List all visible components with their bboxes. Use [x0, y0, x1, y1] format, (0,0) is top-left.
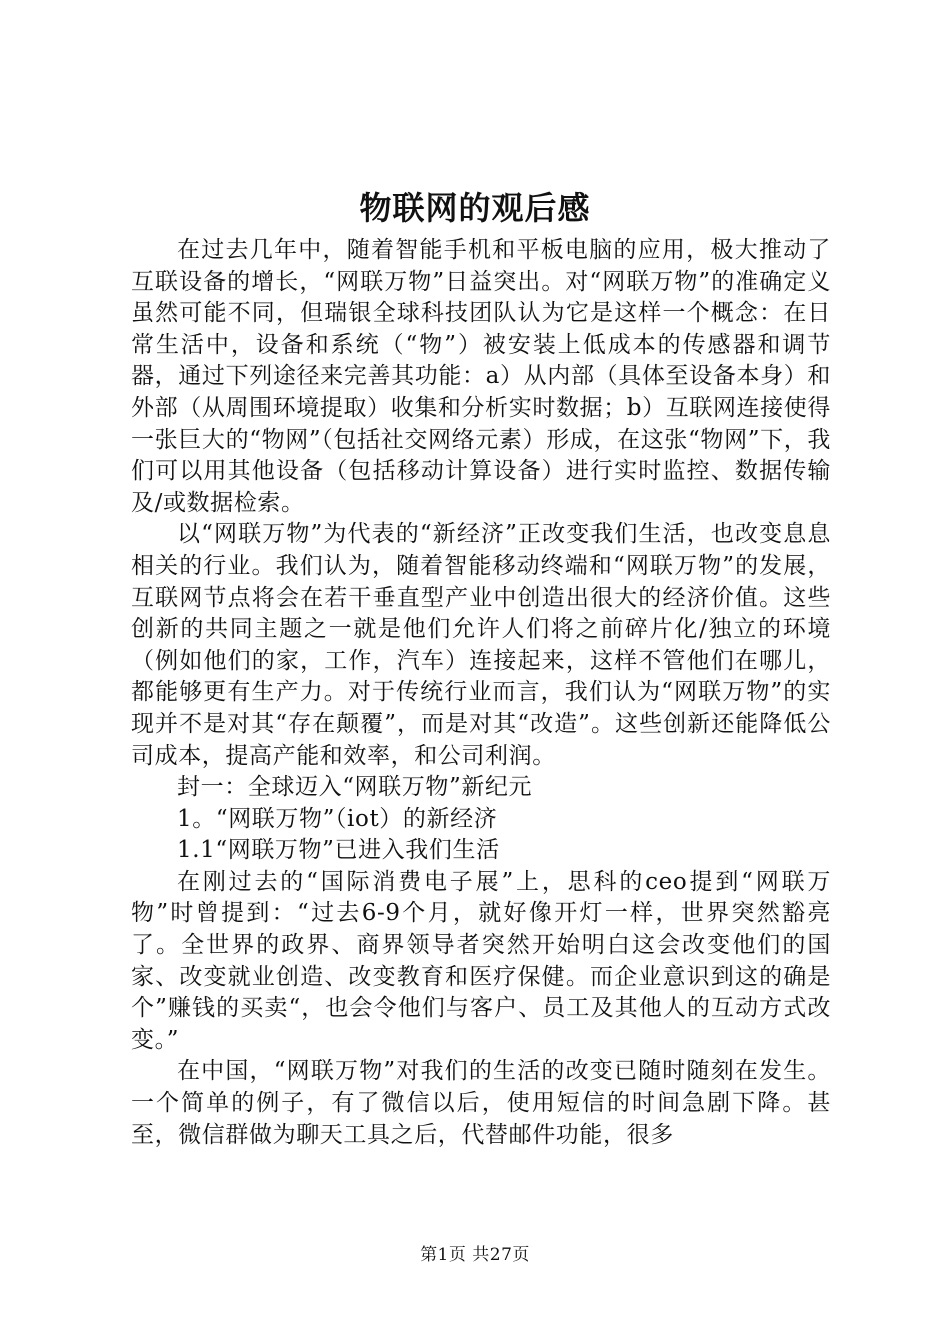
document-title: 物联网的观后感: [359, 189, 591, 227]
document-body: [131, 235, 831, 1151]
section-heading-cover: 封一：全球迈入“网联万物”新纪元: [177, 774, 533, 801]
paragraph-china-example: 在中国，“网联万物”对我们的生活的改变已随时随刻在发生。一个简单的例子，有了微信以后，使用短信的时间急剧下降。甚至，微信群做为聊天工具之后，代替邮件功能，很多: [131, 1058, 831, 1148]
section-heading-1-1: 1.1“网联万物”已进入我们生活: [177, 837, 500, 864]
section-heading-1: 1。“网联万物”（iot）的新经济: [177, 805, 498, 832]
paragraph-ces-quote: 在刚过去的“国际消费电子展”上，思科的ceo提到“网联万物”时曾提到：“过去6-9个月，就好像开灯一样，世界突然豁亮了。全世界的政界、商界领导者突然开始明白这会改变他们的国家、改变就业创造、改变教育和医疗保健。而企业意识到这的确是个”赚钱的买卖“，也会令他们与客户、员工及其他人的互动方式改变。”: [131, 868, 831, 1053]
paragraph-new-economy: 以“网联万物”为代表的“新经济”正改变我们生活，也改变息息相关的行业。我们认为，随着智能移动终端和“网联万物”的发展，互联网节点将会在若干垂直型产业中创造出很大的经济价值。这些创新的共同主题之一就是他们允许人们将之前碎片化/独立的环境（例如他们的家，工作，汽车）连接起来，这样不管他们在哪儿，都能够更有生产力。对于传统行业而言，我们认为“网联万物”的实现并不是对其“存在颠覆”，而是对其“改造”。这些创新还能降低公司成本，提高产能和效率，和公司利润。: [131, 521, 831, 769]
paragraph-intro: 在过去几年中，随着智能手机和平板电脑的应用，极大推动了互联设备的增长，“网联万物”日益突出。对“网联万物”的准确定义虽然可能不同，但瑞银全球科技团队认为它是这样一个概念：在日常生活中，设备和系统（“物”）被安装上低成本的传感器和调节器，通过下列途径来完善其功能：a）从内部（具体至设备本身）和外部（从周围环境提取）收集和分析实时数据；b）互联网连接使得一张巨大的“物网”（包括社交网络元素）形成，在这张“物网”下，我们可以用其他设备（包括移动计算设备）进行实时监控、数据传输及/或数据检索。: [131, 237, 831, 516]
page-footer: 第1页 共27页: [420, 1245, 530, 1265]
